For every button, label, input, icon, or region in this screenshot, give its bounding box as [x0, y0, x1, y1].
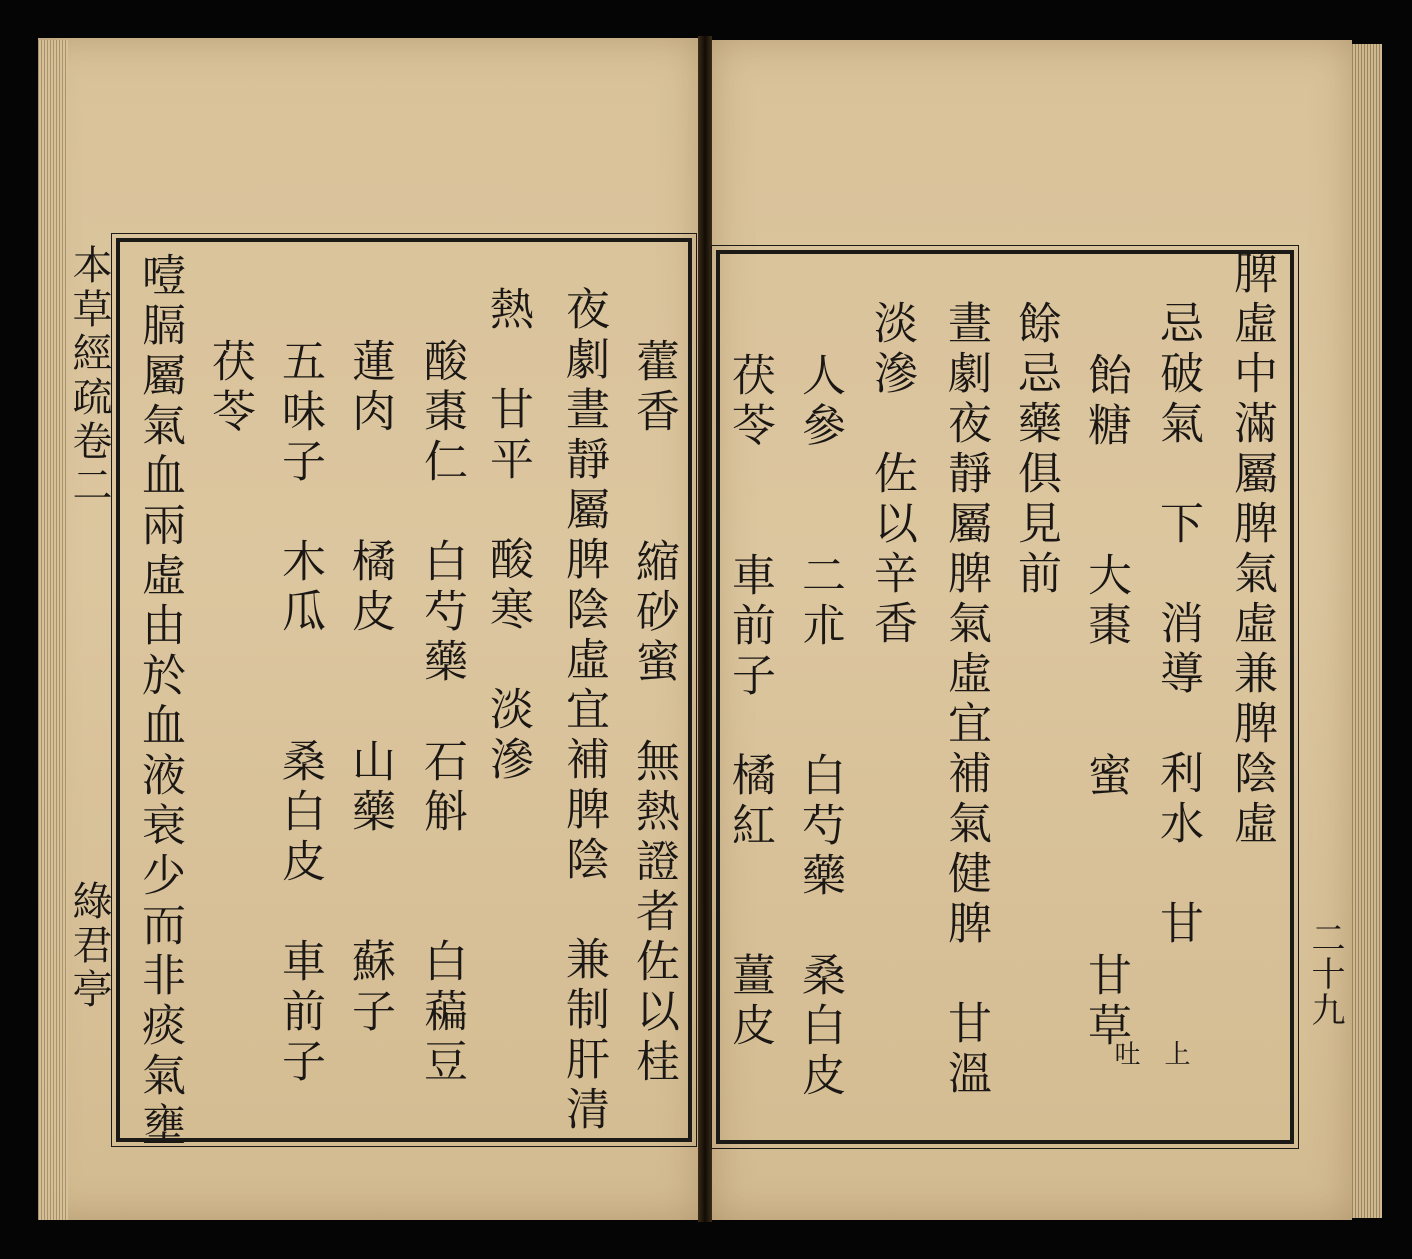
right-column-2: 忌破氣 下 消導 利水 甘: [1152, 300, 1203, 950]
book-title-margin: 本草經疏卷二: [66, 244, 112, 508]
left-column-3: 熱 甘平 酸寒 淡滲: [482, 286, 533, 786]
right-column-7: 人參 二朮 白芍藥 桑白皮: [794, 352, 845, 1102]
left-column-2: 夜劇晝靜屬脾陰虛宜補脾陰 兼制肝清: [558, 286, 609, 1136]
left-column-1: 藿香 縮砂蜜 無熱證者佐以桂: [628, 338, 679, 1088]
left-column-6: 五味子 木瓜 桑白皮 車前子: [274, 338, 325, 1088]
left-column-4: 酸棗仁 白芍藥 石斛 白藊豆: [416, 338, 467, 1088]
left-column-8: 噎膈屬氣血兩虛由於血液衰少而非痰氣壅: [134, 252, 185, 1152]
right-page-edge: [1352, 44, 1382, 1218]
left-column-7: 茯苓: [204, 338, 255, 438]
publisher-margin: 綠君亭: [66, 880, 112, 1012]
right-column-8: 茯苓 車前子 橘紅 薑皮: [724, 352, 775, 1052]
page-number: 二十九: [1305, 920, 1345, 1028]
left-column-5: 蓮肉 橘皮 山藥 蘇子: [344, 338, 395, 1038]
right-column-4: 餘忌藥俱見前: [1010, 300, 1061, 600]
right-column-6: 淡滲 佐以辛香: [866, 300, 917, 650]
right-small-note: 上 吐: [1110, 1040, 1190, 1074]
book-gutter: [698, 36, 712, 1222]
right-column-5: 晝劇夜靜屬脾氣虛宜補氣健脾 甘溫: [940, 300, 991, 1100]
right-column-3: 飴糖 大棗 蜜 甘草: [1080, 352, 1131, 1052]
right-column-1: 脾虛中滿屬脾氣虛兼脾陰虛: [1226, 250, 1277, 850]
left-page-edge: [38, 40, 68, 1220]
